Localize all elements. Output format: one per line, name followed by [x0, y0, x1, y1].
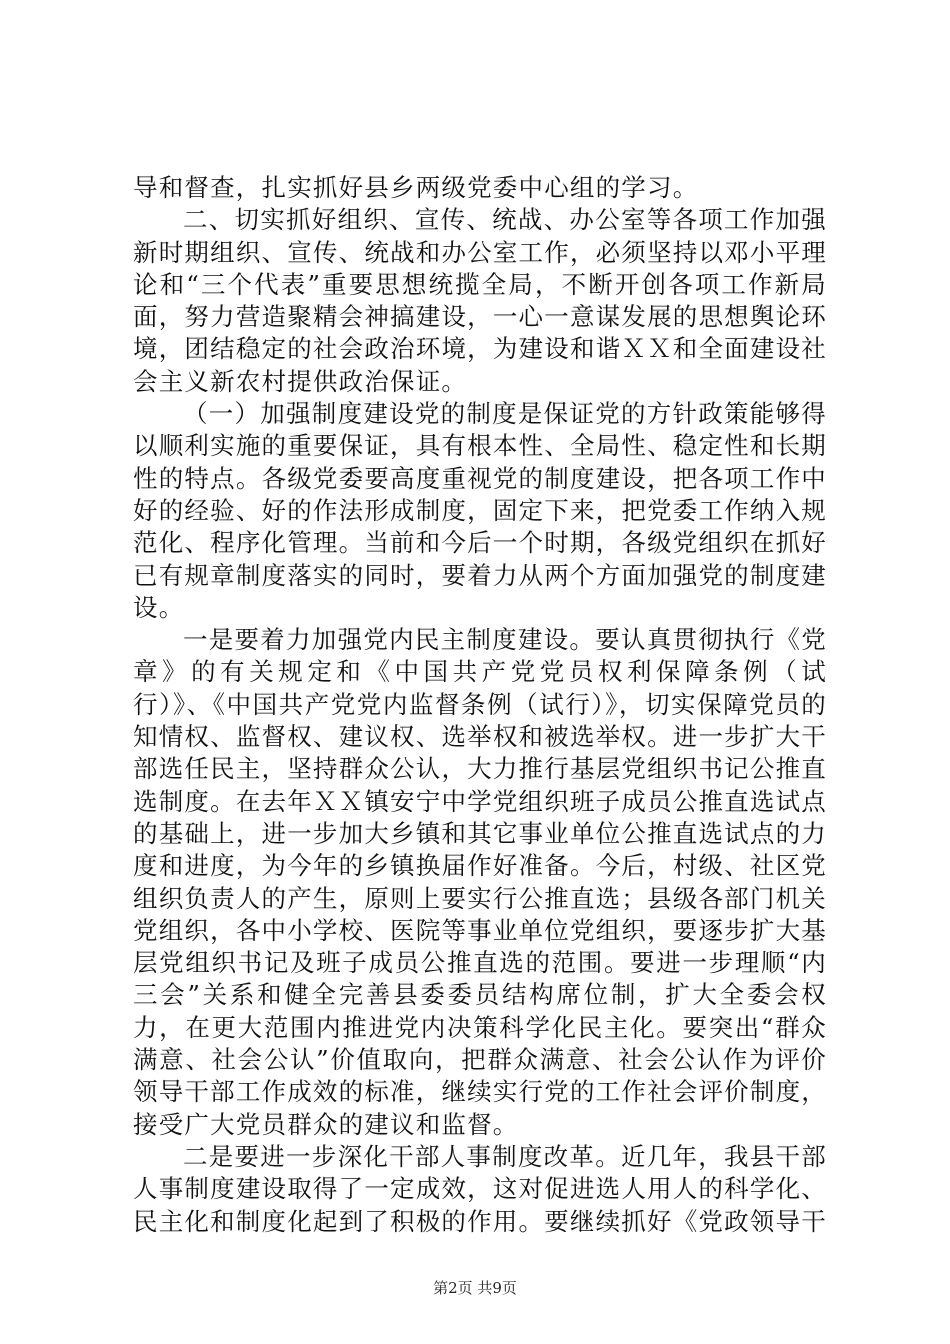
paragraph-2: 二、切实抓好组织、宣传、统战、办公室等各项工作加强新时期组织、宣传、统战和办公室工作，必须坚持以邓小平理论和“三个代表”重要思想统揽全局，不断开创各项工作新局面，努力营造聚精会神搞建设，一心一意谋发展的思想舆论环境，团结稳定的社会政治环境，为建设和谐ＸＸ和全面建设社会主义新农村提供政治保证。	[133, 205, 827, 396]
paragraph-1: 导和督查，扎实抓好县乡两级党委中心组的学习。	[133, 173, 699, 202]
page-number-footer: 第2页 共9页	[433, 1279, 517, 1297]
paragraph-3: （一）加强制度建设党的制度是保证党的方针政策能够得以顺利实施的重要保证，具有根本性、全局性、稳定性和长期性的特点。各级党委要高度重视党的制度建设，把各项工作中好的经验、好的作法形成制度，固定下来，把党委工作纳入规范化、程序化管理。当前和今后一个时期，各级党组织在抓好已有规章制度落实的同时，要着力从两个方面加强党的制度建设。	[133, 399, 827, 622]
document-body	[133, 172, 827, 1238]
paragraph-4: 一是要着力加强党内民主制度建设。要认真贯彻执行《党章》的有关规定和《中国共产党党员权利保障条例（试行）》、《中国共产党党内监督条例（试行）》，切实保障党员的知情权、监督权、建议权、选举权和被选举权。进一步扩大干部选任民主，坚持群众公认，大力推行基层党组织书记公推直选制度。在去年ＸＸ镇安宁中学党组织班子成员公推直选试点的基础上，进一步加大乡镇和其它事业单位公推直选试点的力度和进度，为今年的乡镇换届作好准备。今后，村级、社区党组织负责人的产生，原则上要实行公推直选；县级各部门机关党组织，各中小学校、医院等事业单位党组织，要逐步扩大基层党组织书记及班子成员公推直选的范围。要进一步理顺“内三会”关系和健全完善县委委员结构席位制，扩大全委会权力，在更大范围内推进党内决策科学化民主化。要突出“群众满意、社会公认”价值取向，把群众满意、社会公认作为评价领导干部工作成效的标准，继续实行党的工作社会评价制度，接受广大党员群众的建议和监督。	[133, 625, 827, 1139]
paragraph-5: 二是要进一步深化干部人事制度改革。近几年，我县干部人事制度建设取得了一定成效，这对促进选人用人的科学化、民主化和制度化起到了积极的作用。要继续抓好《党政领导干	[133, 1141, 827, 1236]
